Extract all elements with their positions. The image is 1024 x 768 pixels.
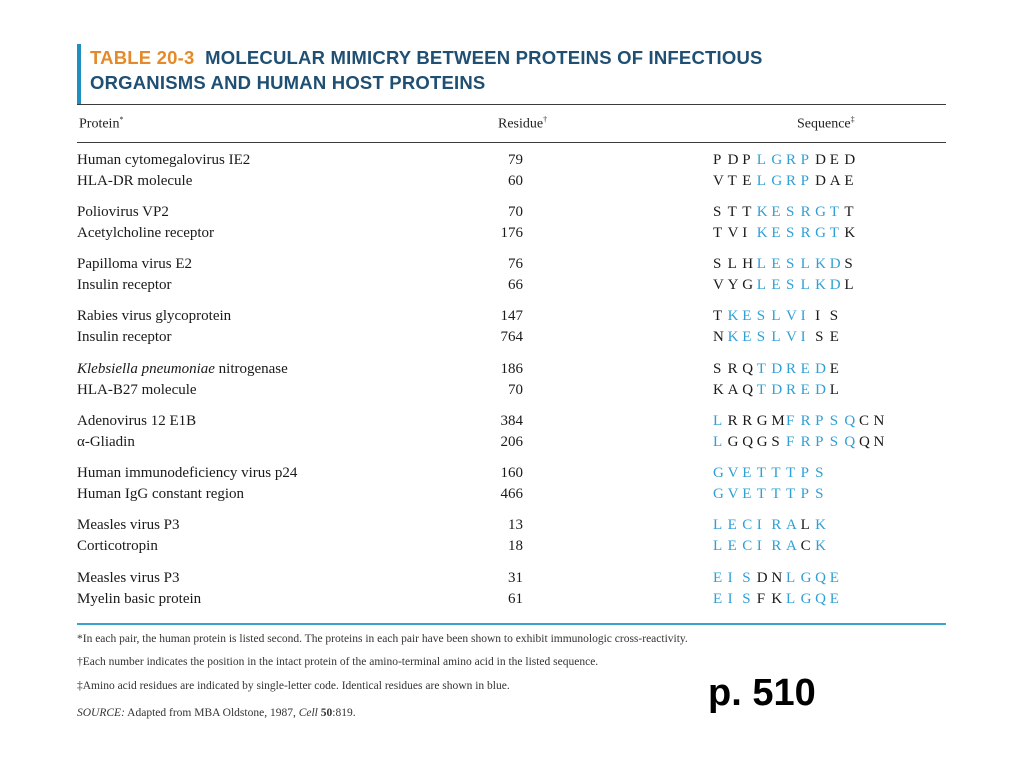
protein-name-text: Rabies virus glycoprotein (77, 308, 232, 324)
residue-identical: K (756, 204, 768, 220)
protein-name (77, 202, 169, 223)
residue-identical: E (829, 591, 839, 607)
residue-letter: L (727, 256, 737, 272)
residue-letter: F (756, 591, 766, 607)
residue-identical: R (785, 173, 796, 189)
protein-name-text: Measles virus P3 (77, 570, 180, 586)
protein-name (77, 275, 172, 296)
residue-identical: L (756, 152, 766, 168)
residue-identical: P (800, 465, 809, 481)
residue-number: 60 (508, 173, 523, 189)
sequence (713, 432, 888, 453)
residue-identical: E (771, 256, 781, 272)
residue-number: 160 (500, 465, 523, 481)
residue-identical: L (713, 517, 723, 533)
residue-letter: I (815, 308, 821, 324)
residue-identical: E (742, 465, 752, 481)
table-title (90, 45, 950, 95)
title-accent-bar (77, 44, 81, 104)
residue-identical: V (727, 465, 739, 481)
sequence (713, 150, 859, 171)
protein-name-text: HLA-DR molecule (77, 173, 193, 189)
residue-letter: D (815, 152, 826, 168)
residue-identical: T (756, 486, 766, 502)
header-residue-text: Residue (498, 116, 544, 132)
residue-letter: D (756, 570, 768, 586)
protein-name (77, 327, 172, 348)
residue-identical: E (800, 361, 810, 377)
residue-identical: P (800, 173, 809, 189)
header-protein-mark: * (119, 115, 124, 124)
residue-identical: S (756, 308, 766, 324)
source-journal: Cell (298, 707, 318, 719)
residue-identical: L (800, 256, 810, 272)
row-pair (77, 463, 946, 505)
protein-name (77, 411, 196, 432)
residue-identical: E (742, 329, 752, 345)
residue-identical: K (815, 517, 826, 533)
sequence (713, 359, 844, 380)
sequence (713, 589, 844, 610)
residue-identical: L (756, 256, 766, 272)
residue-number: 147 (500, 308, 523, 324)
residue-letter: D (844, 152, 856, 168)
residue-identical: E (771, 204, 781, 220)
row-pair (77, 359, 946, 401)
residue-letter: G (742, 277, 754, 293)
residue-letter: D (727, 152, 739, 168)
residue-letter: C (858, 413, 869, 429)
residue-identical: E (771, 225, 781, 241)
source-volume: 50 (317, 707, 333, 719)
protein-name-text: nitrogenase (214, 361, 288, 377)
residue-letter: Q (742, 434, 754, 450)
residue-letter: Q (858, 434, 870, 450)
protein-name-italic: Klebsiella pneumoniae (77, 361, 215, 377)
footnote-2: †Each number indicates the position in the intact protein of the amino-terminal amino acid in the listed sequence. (77, 656, 599, 668)
top-rule (77, 104, 946, 105)
sequence (713, 327, 844, 348)
residue-identical: V (727, 486, 739, 502)
residue-letter: M (771, 413, 785, 429)
residue-letter: L (829, 382, 839, 398)
residue-identical: G (815, 225, 826, 241)
residue-identical: Q (844, 434, 856, 450)
residue-letter: Q (742, 361, 754, 377)
residue-letter: S (771, 434, 780, 450)
residue-identical: C (742, 538, 753, 554)
residue-identical: R (800, 225, 811, 241)
protein-name (77, 223, 214, 244)
residue-identical: S (815, 465, 824, 481)
protein-name-text: Adenovirus 12 E1B (77, 413, 197, 429)
residue-identical: D (829, 256, 841, 272)
sequence (713, 536, 830, 557)
protein-name-text: Corticotropin (77, 538, 158, 554)
row-pair (77, 150, 946, 192)
residue-letter: V (713, 277, 724, 293)
residue-identical: T (756, 361, 766, 377)
sequence (713, 223, 859, 244)
residue-identical: F (785, 434, 795, 450)
residue-identical: K (815, 277, 826, 293)
residue-number: 70 (508, 382, 523, 398)
source-text: Adapted from MBA Oldstone, 1987, (124, 707, 299, 719)
residue-identical: S (742, 591, 751, 607)
residue-identical: L (713, 434, 723, 450)
residue-letter: P (713, 152, 722, 168)
residue-identical: K (727, 308, 739, 324)
protein-name (77, 463, 297, 484)
residue-identical: D (771, 361, 783, 377)
residue-number: 176 (500, 225, 523, 241)
row-pair (77, 254, 946, 296)
sequence (713, 380, 844, 401)
residue-letter: H (742, 256, 754, 272)
residue-identical: G (713, 486, 724, 502)
protein-name-text: Poliovirus VP2 (77, 204, 169, 220)
residue-number: 13 (508, 517, 523, 533)
residue-identical: L (785, 570, 796, 586)
residue-letter: S (829, 308, 839, 324)
header-sequence-text: Sequence (797, 116, 851, 132)
residue-identical: Q (815, 591, 826, 607)
residue-number: 466 (500, 486, 523, 502)
residue-identical: D (771, 382, 783, 398)
residue-letter: I (742, 225, 748, 241)
residue-identical: R (785, 152, 796, 168)
sequence (713, 202, 859, 223)
residue-letter: E (742, 173, 752, 189)
residue-letter: S (713, 256, 722, 272)
row-pair (77, 306, 946, 348)
residue-identical: G (771, 152, 783, 168)
residue-letter: T (727, 204, 737, 220)
residue-identical: S (785, 256, 795, 272)
residue-letter: N (873, 434, 885, 450)
header-protein (79, 115, 123, 133)
protein-name-text: Measles virus P3 (77, 517, 180, 533)
residue-letter: K (713, 382, 724, 398)
protein-name (77, 536, 158, 557)
residue-number: 31 (508, 570, 523, 586)
residue-identical: S (756, 329, 766, 345)
residue-letter: G (727, 434, 739, 450)
protein-name-text: Myelin basic protein (77, 591, 202, 607)
header-residue-mark: † (543, 115, 548, 124)
residue-letter: T (713, 225, 723, 241)
residue-number: 186 (500, 361, 523, 377)
residue-identical: I (800, 329, 806, 345)
protein-name-text: Human IgG constant region (77, 486, 245, 502)
sequence (713, 463, 830, 484)
protein-name-text: Insulin receptor (77, 277, 172, 293)
protein-name (77, 484, 244, 505)
protein-name-text: Insulin receptor (77, 329, 172, 345)
residue-identical: L (800, 277, 810, 293)
residue-letter: E (829, 329, 839, 345)
residue-letter: A (829, 173, 841, 189)
residue-identical: A (785, 538, 797, 554)
residue-identical: S (785, 225, 795, 241)
residue-identical: E (713, 570, 723, 586)
residue-identical: R (785, 382, 796, 398)
residue-identical: K (756, 225, 768, 241)
residue-identical: Q (815, 570, 826, 586)
sequence (713, 254, 859, 275)
residue-letter: V (713, 173, 724, 189)
residue-identical: L (771, 308, 781, 324)
residue-identical: K (815, 538, 826, 554)
residue-identical: C (742, 517, 753, 533)
sequence (713, 411, 888, 432)
row-pair (77, 202, 946, 244)
residue-letter: A (727, 382, 739, 398)
residue-number: 79 (508, 152, 523, 168)
residue-identical: I (756, 517, 762, 533)
residue-identical: K (727, 329, 739, 345)
residue-identical: T (771, 465, 781, 481)
residue-letter: N (771, 570, 783, 586)
sequence (713, 515, 830, 536)
residue-identical: T (756, 382, 766, 398)
residue-identical: G (800, 591, 812, 607)
protein-name-text: α-Gliadin (77, 434, 135, 450)
residue-letter: P (742, 152, 751, 168)
residue-identical: S (829, 413, 839, 429)
sequence (713, 484, 830, 505)
residue-identical: L (785, 591, 796, 607)
residue-letter: Y (727, 277, 739, 293)
page-number: p. 510 (708, 672, 816, 714)
residue-identical: I (756, 538, 762, 554)
residue-identical: R (800, 434, 811, 450)
residue-identical: I (727, 570, 733, 586)
residue-identical: E (727, 517, 737, 533)
residue-identical: V (785, 308, 797, 324)
residue-letter: G (756, 434, 768, 450)
residue-letter: S (815, 329, 824, 345)
protein-name (77, 306, 231, 327)
header-sequence (797, 115, 855, 133)
residue-identical: D (829, 277, 841, 293)
table-title-line2: ORGANISMS AND HUMAN HOST PROTEINS (90, 72, 486, 93)
residue-identical: D (815, 361, 826, 377)
footnote-3: ‡Amino acid residues are indicated by single-letter code. Identical residues are shown in blue. (77, 680, 510, 692)
protein-name-text: HLA-B27 molecule (77, 382, 197, 398)
residue-identical: E (742, 308, 752, 324)
residue-identical: E (771, 277, 781, 293)
residue-identical: E (800, 382, 810, 398)
residue-identical: I (727, 591, 733, 607)
residue-letter: T (713, 308, 723, 324)
residue-letter: D (815, 173, 826, 189)
residue-letter: S (713, 204, 722, 220)
residue-letter: V (727, 225, 739, 241)
residue-identical: V (785, 329, 797, 345)
sequence (713, 306, 844, 327)
source-note (77, 707, 356, 719)
footnote-1: *In each pair, the human protein is listed second. The proteins in each pair have been shown to exhibit immunologic cross-reactivity. (77, 633, 688, 645)
residue-number: 66 (508, 277, 523, 293)
residue-identical: P (800, 152, 809, 168)
residue-identical: I (800, 308, 806, 324)
sequence (713, 171, 859, 192)
residue-identical: G (771, 173, 783, 189)
residue-letter: N (713, 329, 724, 345)
residue-identical: T (829, 204, 839, 220)
residue-number: 76 (508, 256, 523, 272)
residue-identical: Q (844, 413, 856, 429)
protein-name (77, 150, 250, 171)
residue-letter: Q (742, 382, 754, 398)
residue-identical: S (742, 570, 751, 586)
residue-identical: L (713, 538, 723, 554)
residue-number: 61 (508, 591, 523, 607)
residue-letter: R (742, 413, 753, 429)
residue-letter: N (873, 413, 885, 429)
residue-identical: R (785, 361, 796, 377)
residue-identical: K (815, 256, 826, 272)
bottom-rule (77, 623, 946, 625)
residue-number: 384 (500, 413, 523, 429)
residue-letter: E (844, 173, 854, 189)
residue-identical: S (829, 434, 839, 450)
residue-identical: R (771, 517, 782, 533)
residue-identical: A (785, 517, 797, 533)
residue-number: 18 (508, 538, 523, 554)
residue-number: 206 (500, 434, 523, 450)
residue-identical: P (815, 413, 824, 429)
protein-name (77, 359, 288, 380)
protein-name (77, 589, 201, 610)
row-pair (77, 411, 946, 453)
residue-letter: L (844, 277, 854, 293)
row-pair (77, 568, 946, 610)
residue-letter: S (713, 361, 722, 377)
residue-identical: E (742, 486, 752, 502)
residue-identical: P (800, 486, 809, 502)
header-protein-text: Protein (79, 116, 120, 132)
residue-letter: E (829, 361, 839, 377)
residue-letter: S (844, 256, 853, 272)
residue-identical: E (829, 570, 839, 586)
protein-name (77, 380, 197, 401)
residue-identical: R (771, 538, 782, 554)
source-pages: :819. (332, 707, 356, 719)
header-residue (498, 115, 547, 133)
protein-name (77, 171, 192, 192)
residue-letter: C (800, 538, 811, 554)
protein-name-text: Human immunodeficiency virus p24 (77, 465, 298, 481)
residue-identical: L (713, 413, 723, 429)
residue-letter: L (800, 517, 810, 533)
protein-name-text: Human cytomegalovirus IE2 (77, 152, 251, 168)
residue-letter: R (727, 361, 738, 377)
source-label: SOURCE: (77, 707, 125, 719)
residue-letter: R (727, 413, 738, 429)
residue-identical: L (756, 173, 766, 189)
residue-identical: S (785, 204, 795, 220)
residue-identical: L (771, 329, 781, 345)
residue-identical: T (756, 465, 766, 481)
residue-identical: R (800, 204, 811, 220)
sequence (713, 275, 859, 296)
protein-name (77, 515, 180, 536)
sequence (713, 568, 844, 589)
residue-identical: T (829, 225, 839, 241)
table-title-line1: MOLECULAR MIMICRY BETWEEN PROTEINS OF INFECTIOUS (205, 47, 763, 68)
residue-identical: S (815, 486, 824, 502)
table-number: TABLE 20-3 (90, 47, 195, 68)
residue-identical: T (771, 486, 781, 502)
residue-identical: G (713, 465, 724, 481)
residue-letter: T (844, 204, 854, 220)
residue-letter: K (844, 225, 856, 241)
residue-identical: E (727, 538, 737, 554)
residue-identical: R (800, 413, 811, 429)
protein-name-text: Papilloma virus E2 (77, 256, 192, 272)
residue-letter: E (829, 152, 839, 168)
protein-name (77, 432, 135, 453)
residue-number: 764 (500, 329, 523, 345)
residue-identical: T (785, 465, 796, 481)
residue-identical: F (785, 413, 795, 429)
residue-letter: K (771, 591, 783, 607)
row-pair (77, 515, 946, 557)
protein-name (77, 568, 180, 589)
residue-identical: T (785, 486, 796, 502)
residue-letter: T (742, 204, 752, 220)
residue-identical: S (785, 277, 795, 293)
residue-identical: G (815, 204, 826, 220)
residue-identical: E (713, 591, 723, 607)
residue-letter: T (727, 173, 737, 189)
protein-name-text: Acetylcholine receptor (77, 225, 215, 241)
protein-name (77, 254, 192, 275)
residue-identical: P (815, 434, 824, 450)
residue-identical: L (756, 277, 766, 293)
header-rule (77, 142, 946, 143)
header-sequence-mark: ‡ (850, 115, 855, 124)
residue-identical: G (800, 570, 812, 586)
residue-number: 70 (508, 204, 523, 220)
residue-letter: G (756, 413, 768, 429)
residue-identical: D (815, 382, 826, 398)
